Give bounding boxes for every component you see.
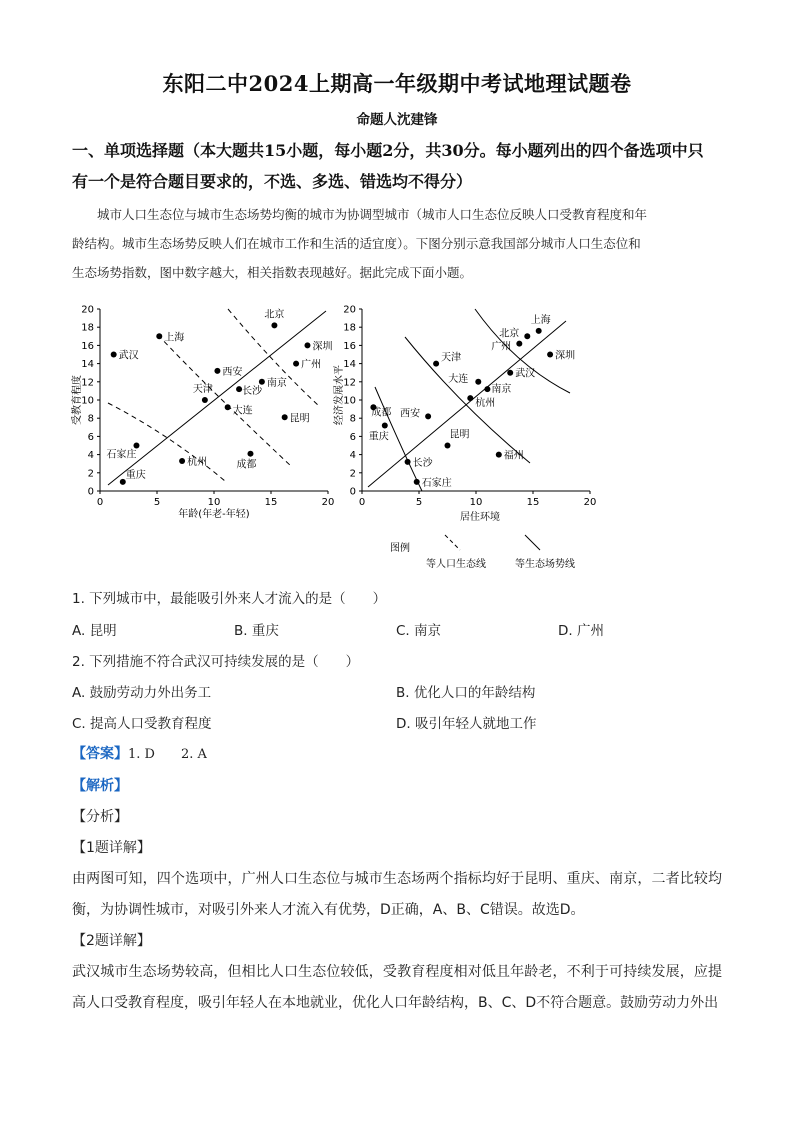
data-point: [496, 452, 502, 458]
q1-option-a: A. 昆明: [72, 623, 117, 639]
chart2-balance-line: [368, 321, 566, 487]
y-tick-label: 16: [343, 340, 356, 352]
y-tick-label: 16: [81, 340, 94, 352]
analysis-label: 【解析】: [72, 778, 128, 794]
data-point-label: 重庆: [368, 431, 389, 443]
intro-paragraph-line1: 城市人口生态位与城市生态场势均衡的城市为协调型城市（城市人口生态位反映人口受教育程度和年: [97, 207, 648, 222]
intro-paragraph-line3: 生态场势指数，图中数字越大，相关指数表现越好。据此完成下面小题。: [72, 265, 473, 280]
x-tick-label: 10: [469, 497, 483, 508]
chart2-solid-curve-mid: [405, 337, 530, 463]
chart-eco-field: [332, 305, 596, 524]
data-point-label: 西安: [222, 366, 243, 378]
data-point: [179, 458, 185, 464]
author-line: 命题人沈建锋: [356, 112, 438, 128]
data-point: [405, 459, 411, 465]
data-point: [475, 379, 481, 385]
chart2-x-label: 居住环境: [460, 512, 500, 523]
data-point-label: 重庆: [125, 469, 146, 481]
data-point: [111, 352, 117, 358]
data-point-label: 深圳: [312, 341, 333, 353]
data-point-label: 成都: [236, 459, 257, 471]
data-point-label: 武汉: [118, 350, 139, 362]
y-tick-label: 20: [343, 304, 356, 316]
legend-solid-sample: [525, 535, 540, 550]
y-tick-label: 20: [81, 304, 94, 316]
legend-title: 图例: [390, 543, 410, 554]
data-point-label: 长沙: [412, 457, 433, 469]
data-point: [293, 361, 299, 367]
data-point: [516, 341, 522, 347]
q2-option-b: B. 优化人口的年龄结构: [396, 685, 536, 701]
y-tick-label: 0: [87, 486, 94, 498]
y-tick-label: 18: [343, 322, 356, 334]
data-point: [202, 397, 208, 403]
q1-stem: 1. 下列城市中，最能吸引外来人才流入的是（ ）: [72, 591, 387, 607]
data-point-label: 大连: [448, 373, 469, 385]
y-tick-label: 2: [349, 468, 356, 480]
answer-label: 【答案】: [72, 746, 128, 762]
data-point-label: 大连: [232, 405, 253, 417]
fenxi-label: 【分析】: [72, 809, 128, 825]
data-point-label: 深圳: [555, 350, 576, 362]
data-point-label: 上海: [164, 332, 185, 344]
data-point-label: 广州: [491, 341, 512, 353]
answer-text: 1. D 2. A: [128, 747, 207, 762]
q2-option-c: C. 提高人口受教育程度: [72, 716, 212, 732]
y-tick-label: 6: [87, 431, 94, 443]
x-tick-label: 15: [264, 497, 278, 508]
data-point-label: 上海: [530, 314, 551, 326]
x-tick-label: 0: [96, 497, 104, 508]
data-point-label: 南京: [266, 377, 287, 389]
data-point-label: 成都: [371, 407, 392, 419]
data-point-label: 昆明: [289, 413, 310, 425]
y-tick-label: 4: [349, 450, 356, 462]
y-tick-label: 10: [81, 395, 94, 407]
y-tick-label: 10: [343, 395, 356, 407]
legend-dashed-sample: [445, 535, 460, 550]
q2-option-d: D. 吸引年轻人就地工作: [396, 716, 537, 732]
data-point: [507, 370, 513, 376]
figure-charts: [60, 295, 620, 580]
q1-option-d: D. 广州: [558, 623, 604, 639]
data-point: [247, 451, 253, 457]
data-point-label: 杭州: [475, 398, 496, 410]
data-point-label: 长沙: [242, 386, 263, 398]
q2-stem: 2. 下列措施不符合武汉可持续发展的是（ ）: [72, 654, 360, 670]
data-point: [433, 361, 439, 367]
data-point: [445, 443, 451, 449]
x-tick-label: 15: [526, 497, 540, 508]
data-point: [271, 322, 277, 328]
section-heading-line1: 一、单项选择题（本大题共15小题，每小题2分，共30分。每小题列出的四个备选项中只: [72, 141, 704, 160]
y-tick-label: 12: [343, 377, 356, 389]
data-point: [425, 413, 431, 419]
y-tick-label: 14: [81, 359, 94, 371]
data-point: [282, 414, 288, 420]
data-point: [156, 333, 162, 339]
data-point-label: 昆明: [449, 429, 470, 441]
intro-paragraph-line2: 龄结构。城市生态场势反映人们在城市工作和生活的适宜度）。下图分别示意我国部分城市人口生态位和: [72, 236, 641, 251]
y-tick-label: 6: [349, 431, 356, 443]
data-point: [225, 404, 231, 410]
data-point-label: 石家庄: [106, 449, 137, 461]
data-point-label: 西安: [400, 408, 421, 420]
q1-option-b: B. 重庆: [234, 623, 279, 639]
y-tick-label: 18: [81, 322, 94, 334]
data-point: [304, 342, 310, 348]
q1-option-c: C. 南京: [396, 623, 442, 639]
detail1-text: 由两图可知，四个选项中，广州人口生态位与城市生态场两个指标均好于昆明、重庆、南京，二者比较均衡，为协调性城市，对吸引外来人才流入有优势，D正确，A、B、C错误。故选D。: [72, 871, 722, 918]
data-point: [547, 352, 553, 358]
legend-dashed-label: 等人口生态线: [426, 559, 486, 570]
data-point: [484, 386, 490, 392]
y-tick-label: 8: [87, 413, 94, 425]
data-point: [414, 479, 420, 485]
data-point: [133, 443, 139, 449]
data-point: [467, 395, 473, 401]
chart1-x-label: 年龄(年老-年轻): [178, 509, 250, 520]
x-tick-label: 0: [358, 497, 366, 508]
chart1-y-label: 受教育程度: [72, 375, 83, 425]
page-title: 东阳二中2024上期高一年级期中考试地理试题卷: [162, 71, 632, 96]
detail2-text: 武汉城市生态场势较高，但相比人口生态位较低，受教育程度相对低且年龄老，不利于可持续发展，应提高人口受教育程度，吸引年轻人在本地就业，优化人口年龄结构，B、C、D不符合题意。鼓励劳动力外出: [72, 964, 722, 1011]
data-point-label: 北京: [264, 309, 285, 321]
y-tick-label: 8: [349, 413, 356, 425]
legend-solid-label: 等生态场势线: [515, 559, 575, 570]
data-point-label: 武汉: [515, 368, 536, 380]
data-point-label: 石家庄: [421, 477, 452, 489]
y-tick-label: 0: [349, 486, 356, 498]
data-point: [214, 368, 220, 374]
x-tick-label: 5: [415, 497, 423, 508]
y-tick-label: 12: [81, 377, 94, 389]
detail1-label: 【1题详解】: [72, 840, 151, 856]
y-tick-label: 2: [87, 468, 94, 480]
x-tick-label: 20: [583, 497, 597, 508]
chart1-balance-line: [108, 311, 326, 485]
detail2-label: 【2题详解】: [72, 933, 151, 949]
chart-legend: [390, 535, 575, 570]
section-heading-line2: 有一个是符合题目要求的，不选、多选、错选均不得分）: [72, 172, 473, 191]
chart-population-niche: [70, 305, 334, 521]
data-point-label: 福州: [503, 450, 524, 462]
data-point-label: 天津: [192, 384, 213, 395]
answer-line: [72, 743, 207, 763]
y-tick-label: 14: [343, 359, 356, 371]
data-point: [536, 328, 542, 334]
data-point-label: 南京: [491, 384, 512, 396]
x-tick-label: 10: [207, 497, 221, 508]
data-point-label: 天津: [441, 352, 462, 364]
data-point-label: 北京: [499, 328, 520, 340]
data-point-label: 广州: [301, 359, 322, 371]
data-point: [259, 379, 265, 385]
data-point: [382, 422, 388, 428]
x-tick-label: 5: [153, 497, 161, 508]
data-point: [524, 333, 530, 339]
x-tick-label: 20: [321, 497, 335, 508]
q2-option-a: A. 鼓励劳动力外出务工: [72, 685, 212, 701]
data-point-label: 杭州: [187, 456, 208, 468]
chart2-y-label: 经济发展水平: [334, 365, 345, 425]
y-tick-label: 4: [87, 450, 94, 462]
